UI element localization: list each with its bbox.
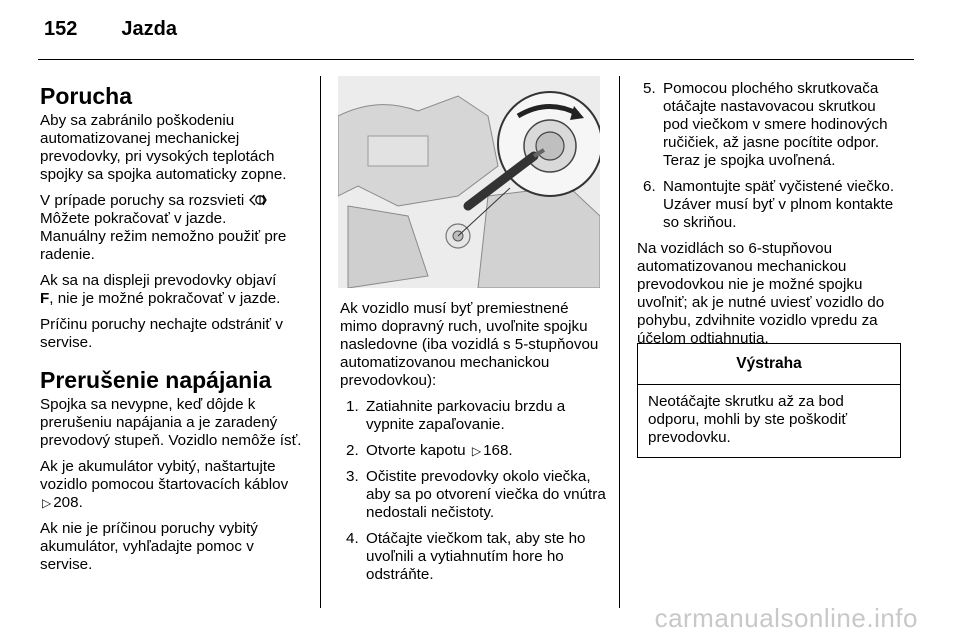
- right-column: [637, 80, 903, 356]
- page-header: [44, 18, 177, 41]
- numbered-list: [637, 80, 903, 232]
- warning-text: Neotáčajte skrutku až za bod odporu, mohli by ste poškodiť prevodovku.: [648, 393, 848, 446]
- page-number: 152: [44, 18, 78, 40]
- paragraph: V prípade poruchy sa rozsvieti Môžete pokračovať v jazde. Manuálny režim nemožno použiť pre radenie.: [40, 192, 287, 263]
- engine-bay-illustration: [338, 76, 600, 288]
- list-item: 5. Pomocou plochého skrutkovača otáčajte nastavovacou skrutkou pod viečkom v smere hodinových ručičiek, až jasne pocítite odpor. Teraz je spojka uvoľnená.: [643, 80, 888, 169]
- heading-porucha: Porucha: [40, 83, 133, 109]
- warning-box: [637, 343, 901, 458]
- list-item: 6. Namontujte späť vyčistené viečko. Uzáver musí byť v plnom kontakte so skriňou.: [643, 178, 895, 231]
- paragraph: Spojka sa nevypne, keď dôjde k prerušeniu napájania a je zaradený prevodový stupeň. Vozidlo nemôže ísť.: [40, 396, 302, 449]
- list-item: 3. Očistite prevodovky okolo viečka, aby sa po otvorení viečka do vnútra nedostali nečistoty.: [346, 468, 606, 521]
- watermark: carmanualsonline.info: [654, 603, 918, 633]
- list-item: 4. Otáčajte viečkom tak, aby ste ho uvoľnili a vytiahnutím hore ho odstráňte.: [346, 530, 586, 583]
- middle-column: [340, 300, 606, 592]
- transmission-warning-icon: [249, 193, 267, 207]
- paragraph: Ak vozidlo musí byť premiestnené mimo dopravný ruch, uvoľnite spojku nasledovne (iba vozidlá s 5-stupňovou automatizovanou mechanickou prevodovkou):: [340, 300, 599, 389]
- paragraph: Ak nie je príčinou poruchy vybitý akumulátor, vyhľadajte pomoc v servise.: [40, 520, 258, 573]
- paragraph: Aby sa zabránilo poškodeniu automatizovanej mechanickej prevodovky, pri vysokých teplotách spojky sa spojka automaticky zopne.: [40, 112, 287, 183]
- paragraph: Na vozidlách so 6-stupňovou automatizovanou mechanickou prevodovkou nie je možné spojku uvoľniť; ak je nutné uviesť vozidlo do pohybu, zdvihnite vozidlo vpredu za účelom odtiahnutia.: [637, 240, 885, 347]
- left-column: [40, 82, 306, 582]
- column-divider-left: [320, 76, 321, 608]
- paragraph: Ak je akumulátor vybitý, naštartujte vozidlo pomocou štartovacích káblov ▷ 208.: [40, 458, 289, 511]
- list-item: 1. Zatiahnite parkovaciu brzdu a vypnite zapaľovanie.: [346, 398, 566, 433]
- column-divider-right: [619, 76, 620, 608]
- list-item: 2. Otvorte kapotu ▷ 168.: [346, 442, 513, 459]
- paragraph: Príčinu poruchy nechajte odstrániť v servise.: [40, 316, 283, 351]
- page-reference: 208.: [53, 494, 83, 511]
- header-divider: [38, 59, 914, 60]
- warning-title: Výstraha: [638, 344, 900, 385]
- heading-prerusenie-napajania: Prerušenie napájania: [40, 367, 272, 393]
- page-reference-icon: ▷: [42, 496, 52, 510]
- page-reference: 168.: [483, 442, 513, 459]
- numbered-list: [340, 398, 606, 584]
- paragraph: Ak sa na displeji prevodovky objaví F, nie je možné pokračovať v jazde.: [40, 272, 281, 307]
- page-reference-icon: ▷: [471, 444, 482, 458]
- section-title: Jazda: [121, 18, 177, 40]
